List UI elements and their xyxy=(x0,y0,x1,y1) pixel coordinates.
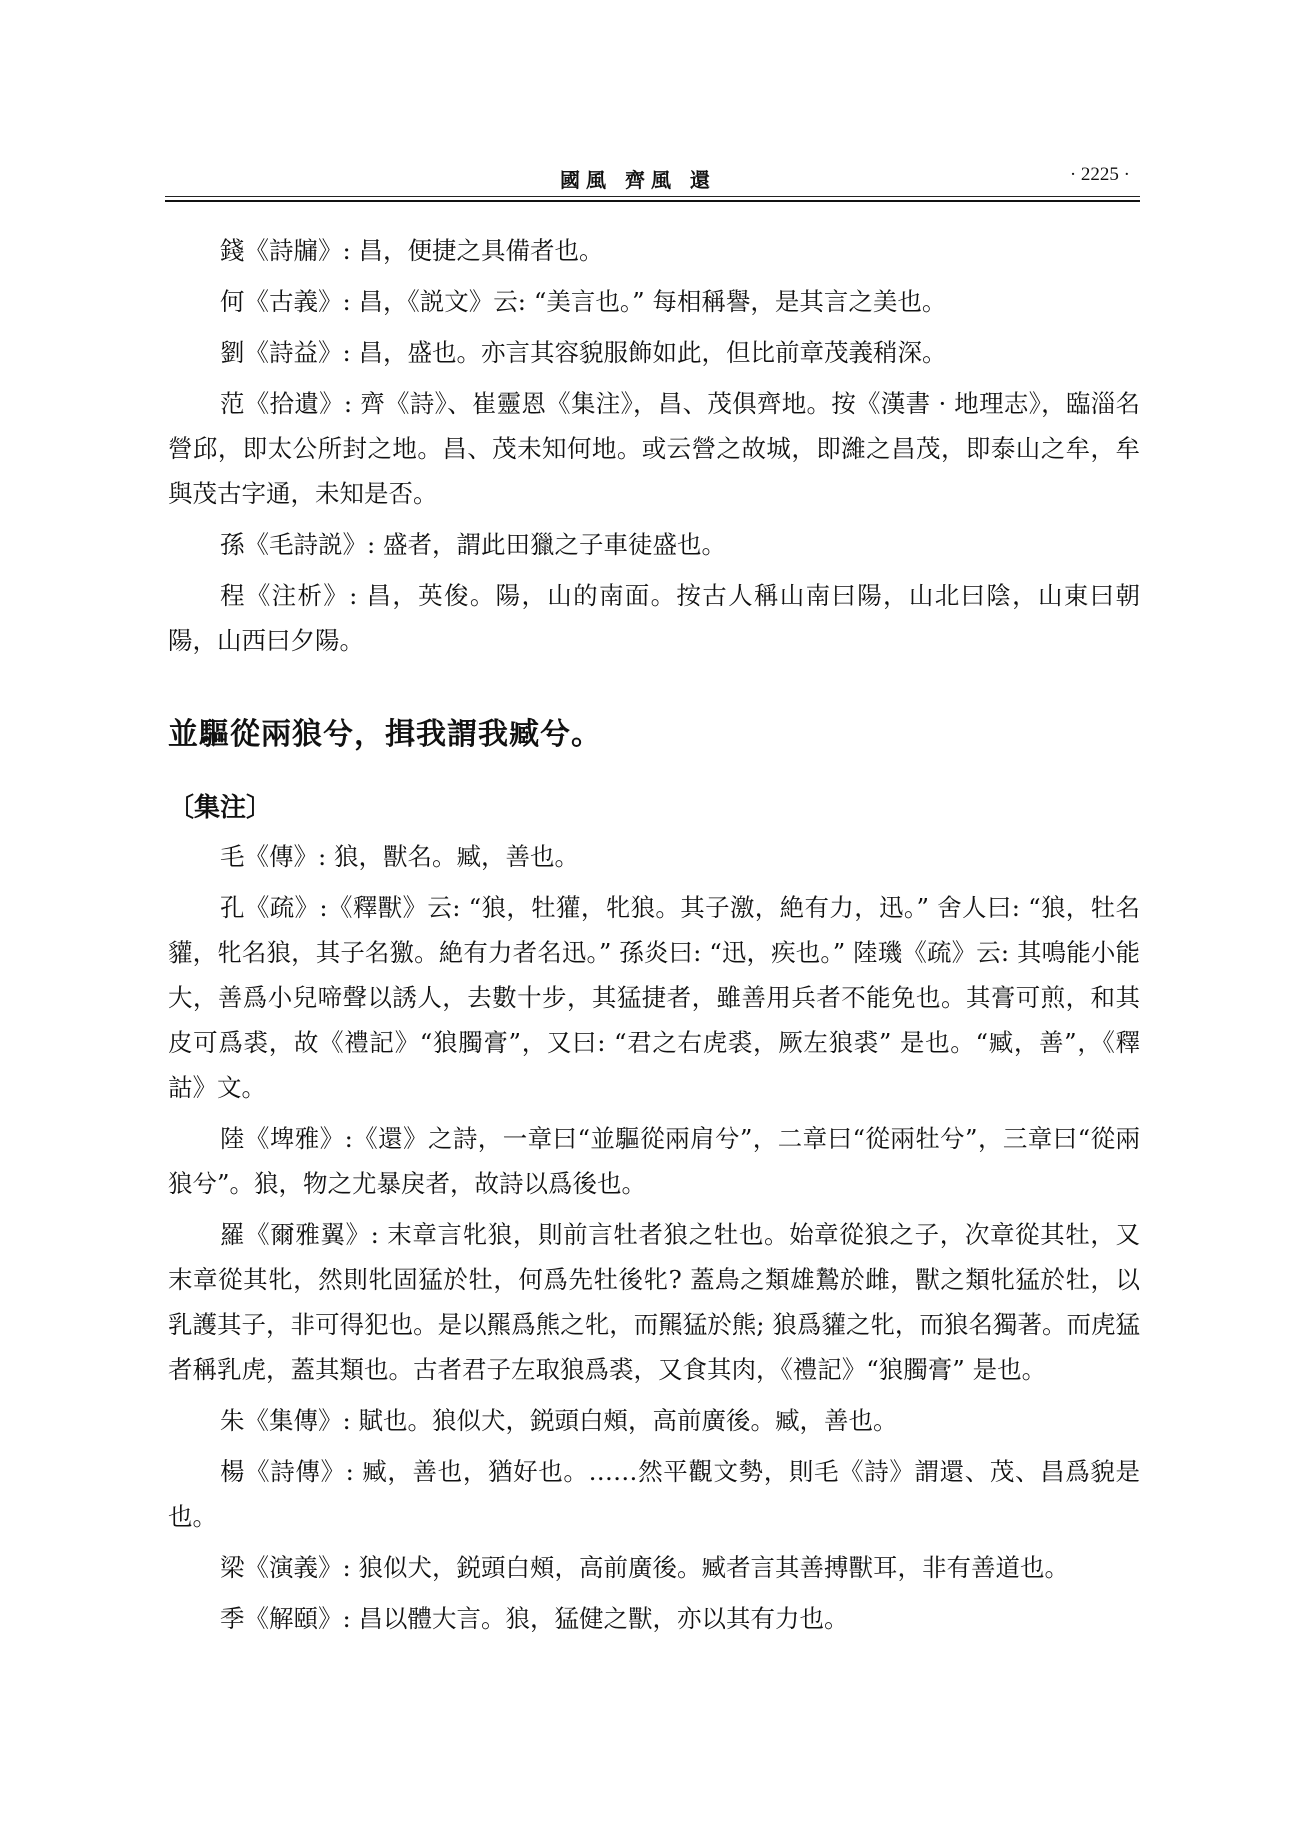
running-header xyxy=(165,158,1140,198)
note-paragraph: 孔《疏》:《釋獸》云: “狼，牡獾，牝狼。其子激，絶有力，迅。” 舍人曰: “狼，牡名貛，牝名狼，其子名獥。絶有力者名迅。” 孫炎曰: “迅，疾也。” 陸璣《疏》云: 其鳴能小能大，善爲小兒啼聲以誘人，去數十步，其猛捷者，雖善用兵者不能免也。其膏可煎，和其皮可爲裘，故《禮記》“狼臅膏”，又曰: “君之右虎裘，厥左狼裘” 是也。“臧，善”，《釋詁》文。 xyxy=(168,893,1140,1102)
note-paragraph: 楊《詩傳》: 臧，善也，猶好也。……然平觀文勢，則毛《詩》謂還、茂、昌爲貌是也。 xyxy=(168,1457,1140,1531)
paragraph: 程《注析》: 昌，英俊。陽，山的南面。按古人稱山南曰陽，山北曰陰，山東曰朝陽，山西曰夕陽。 xyxy=(168,581,1140,655)
page-number: · 2225 · xyxy=(1069,164,1130,185)
verse-heading: 並驅從兩狼兮，揖我謂我臧兮。 xyxy=(168,717,602,752)
paragraph: 孫《毛詩説》: 盛者，謂此田獵之子車徒盛也。 xyxy=(220,530,727,559)
paragraph: 范《拾遺》: 齊《詩》、崔靈恩《集注》，昌、茂俱齊地。按《漢書 · 地理志》，臨淄名營邱，即太公所封之地。昌、茂未知何地。或云營之故城，即濰之昌茂，即泰山之牟，牟與茂古字通，未知是否。 xyxy=(168,389,1140,508)
paragraph: 何《古義》: 昌，《説文》云: “美言也。” 每相稱譽，是其言之美也。 xyxy=(220,287,947,316)
note-paragraph: 季《解頤》: 昌以體大言。狼，猛健之獸，亦以其有力也。 xyxy=(220,1604,849,1633)
note-paragraph: 毛《傳》: 狼，獸名。臧，善也。 xyxy=(220,842,580,871)
header-rule-thick xyxy=(165,200,1140,202)
page-body xyxy=(168,228,1140,1647)
note-paragraph: 朱《集傳》: 賦也。狼似犬，鋭頭白頰，高前廣後。臧，善也。 xyxy=(220,1406,898,1435)
header-title: 國風 齊風 還 xyxy=(560,168,716,192)
paragraph: 劉《詩益》: 昌，盛也。亦言其容貌服飾如此，但比前章茂義稍深。 xyxy=(220,338,947,367)
note-paragraph: 羅《爾雅翼》: 末章言牝狼，則前言牡者狼之牡也。始章從狼之子，次章從其牡，又末章從其牝，然則牝固猛於牡，何爲先牡後牝? 蓋鳥之類雄鷙於雌，獸之類牝猛於牡，以乳護其子，非可得犯也。是以羆爲熊之牝，而羆猛於熊; 狼爲貛之牝，而狼名獨著。而虎猛者稱乳虎，蓋其類也。古者君子左取狼爲裘，又食其肉，《禮記》“狼臅膏” 是也。 xyxy=(168,1220,1140,1384)
paragraph: 錢《詩牖》: 昌，便捷之具備者也。 xyxy=(220,236,604,265)
header-rule-thin xyxy=(165,196,1140,197)
note-paragraph: 陸《埤雅》:《還》之詩，一章曰“並驅從兩肩兮”，二章曰“從兩牡兮”，三章曰“從兩狼兮”。狼，物之尤暴戾者，故詩以爲後也。 xyxy=(168,1124,1140,1198)
section-label: 〔集注〕 xyxy=(168,793,273,823)
note-paragraph: 梁《演義》: 狼似犬，鋭頭白頰，高前廣後。臧者言其善搏獸耳，非有善道也。 xyxy=(220,1553,1070,1582)
